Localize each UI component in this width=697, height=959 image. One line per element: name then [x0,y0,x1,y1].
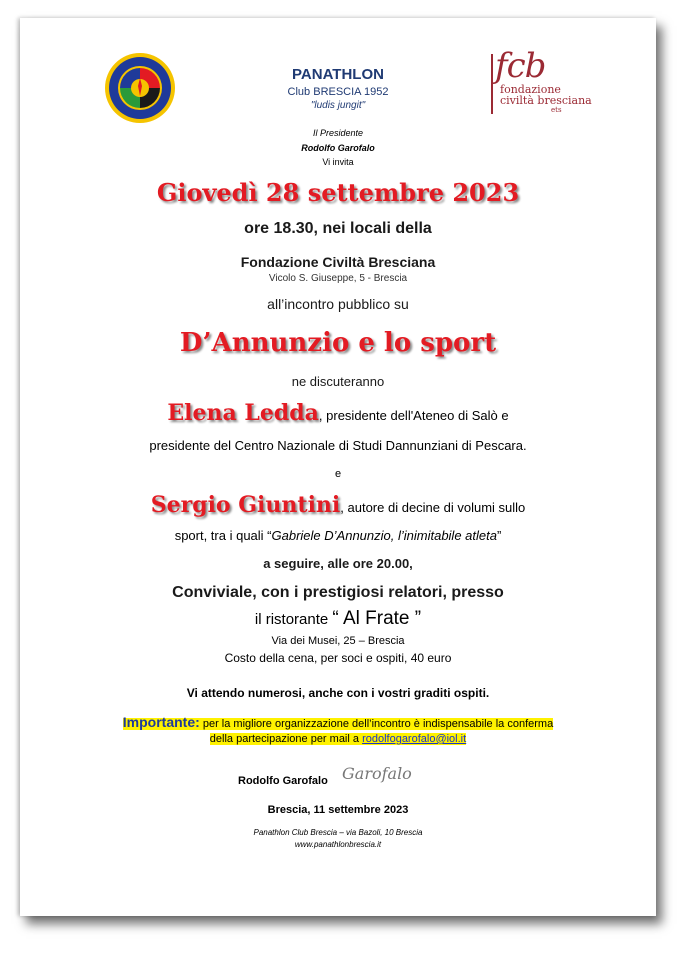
restaurant-line [20,608,656,630]
panathlon-logo [104,52,176,124]
speaker2-name: Sergio Giuntini [150,492,341,518]
email-link[interactable]: rodolfogarofalo@iol.it [362,733,467,745]
president-name: Rodolfo Garofalo [301,143,375,153]
speaker1-desc-a: , presidente dell'Ateneo di Salò e [318,408,509,423]
fcb-line1: fondazione [500,83,561,96]
important-text2: della partecipazione per mail a [209,733,363,745]
signature: Garofalo [342,764,412,783]
footer-website[interactable]: www.panathlonbrescia.it [294,840,382,849]
and-text: e [334,468,342,480]
speaker2-desc-b [20,528,656,543]
important-label: Importante: [122,714,200,730]
welcome-text: Vi attendo numerosi, anche con i vostri graditi ospiti. [186,686,490,700]
event-time-place: ore 18.30, nei locali della [244,220,432,237]
speaker1-name: Elena Ledda [167,400,319,426]
speaker2-book: Gabriele D’Annunzio, l’inimitabile atleta [271,528,497,543]
speaker2-desc-b1: sport, tra i quali “ [174,528,272,543]
header-title: PANATHLON [292,66,384,83]
event-venue: Fondazione Civiltà Bresciana [240,254,436,270]
speaker2-line1 [20,492,656,518]
footer-address: Panathlon Club Brescia – via Bazoli, 10 Brescia [253,828,423,837]
header-club: Club BRESCIA 1952 [287,86,389,98]
speaker2-desc-b2: ” [496,528,502,543]
invites-text: Vi invita [322,157,354,167]
fcb-line2: civiltà bresciana [500,94,592,107]
place-date: Brescia, 11 settembre 2023 [267,804,409,816]
event-date: Giovedì 28 settembre 2023 [156,178,520,207]
important-text: per la migliore organizzazione dell’incontro è indispensabile la conferma [199,718,554,730]
fcb-logo: fcb [495,46,546,86]
convivial-text: Conviviale, con i prestigiosi relatori, presso [172,584,504,601]
president-role: Il Presidente [312,128,364,138]
speaker2-desc-a: , autore di decine di volumi sullo [340,500,526,515]
restaurant-pre: il ristorante [254,611,333,628]
signer-name: Rodolfo Garofalo [238,775,328,787]
restaurant-name: “ Al Frate ” [332,608,422,629]
important-line2 [20,733,656,745]
important-line1 [20,714,656,730]
event-intro: all’incontro pubblico su [267,296,409,312]
fcb-ets: ets [551,106,562,114]
follow-text: a seguire, alle ore 20.00, [263,556,413,571]
event-topic: D’Annunzio e lo sport [179,328,497,358]
speaker1-desc-b: presidente del Centro Nazionale di Studi Dannunziani di Pescara. [149,438,527,453]
speaker1-line1 [20,400,656,426]
header-motto: "ludis jungit" [310,100,366,111]
dinner-cost: Costo della cena, per soci e ospiti, 40 euro [224,651,452,665]
event-address: Vicolo S. Giuseppe, 5 - Brescia [268,273,408,284]
restaurant-address: Via dei Musei, 25 – Brescia [271,635,405,647]
invitation-page [20,18,656,916]
discuss-text: ne discuteranno [291,374,385,389]
fcb-logo-bar [491,54,493,114]
